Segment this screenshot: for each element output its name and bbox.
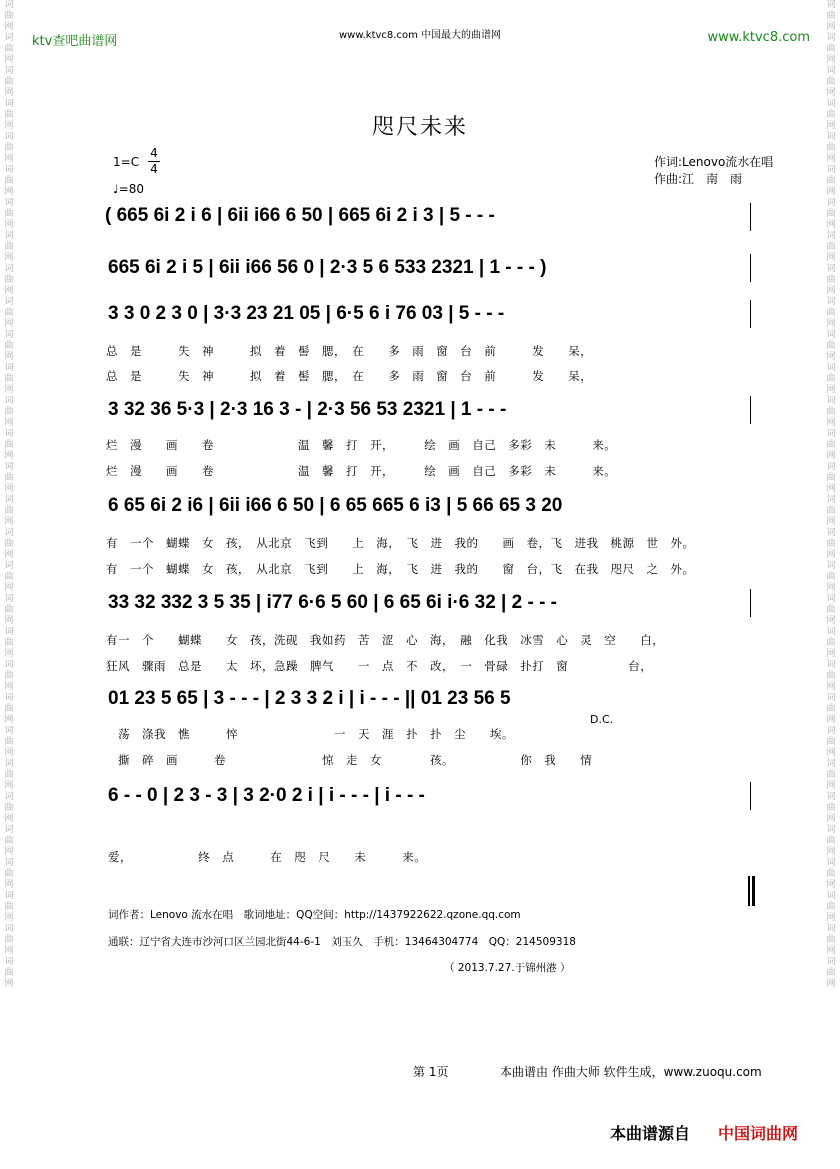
- dc-mark: D.C.: [590, 713, 614, 726]
- watermark-char: 词: [826, 528, 836, 538]
- watermark-char: 曲: [4, 11, 14, 21]
- watermark-char: 曲: [4, 506, 14, 516]
- lyric-line: 有一 个 蝴蝶 女 孩，洗砚 我如药 苦 涩 心 海， 融 化我 冰雪 心 灵 空 白，: [106, 633, 665, 647]
- watermark-char: 网: [826, 220, 836, 230]
- generator-credit[interactable]: 本曲谱由 作曲大师 软件生成，www.zuoqu.com: [500, 1065, 762, 1079]
- watermark-char: 词: [4, 528, 14, 538]
- notation-row-4: 3 32 36 5·3 | 2·3 16 3 - | 2·3 56 53 2321 | 1 - - -: [108, 399, 507, 420]
- watermark-char: 曲: [826, 836, 836, 846]
- watermark-char: 网: [826, 22, 836, 32]
- notation-row-2: 665 6i 2 i 5 | 6ii i66 56 0 | 2·3 5 6 533 2321 | 1 - - - ): [108, 257, 547, 278]
- watermark-char: 曲: [4, 704, 14, 714]
- watermark-char: 词: [4, 198, 14, 208]
- watermark-char: 曲: [4, 110, 14, 120]
- watermark-char: 曲: [826, 209, 836, 219]
- watermark-char: 曲: [826, 77, 836, 87]
- watermark-char: 曲: [4, 473, 14, 483]
- source-label: 本曲谱源自: [610, 1124, 691, 1143]
- watermark-char: 网: [4, 781, 14, 791]
- watermark-char: 曲: [4, 374, 14, 384]
- watermark-char: 词: [4, 759, 14, 769]
- watermark-char: 曲: [4, 44, 14, 54]
- watermark-char: 曲: [826, 803, 836, 813]
- barline: [750, 589, 751, 617]
- watermark-char: 网: [826, 517, 836, 527]
- watermark-char: 曲: [4, 407, 14, 417]
- watermark-char: 词: [826, 495, 836, 505]
- watermark-char: 曲: [826, 671, 836, 681]
- watermark-char: 词: [4, 165, 14, 175]
- watermark-char: 词: [826, 66, 836, 76]
- watermark-char: 曲: [826, 506, 836, 516]
- watermark-char: 网: [4, 121, 14, 131]
- watermark-char: 曲: [4, 836, 14, 846]
- contact-info: 通联：辽宁省大连市沙河口区兰园北街44-6-1 刘玉久 手机：13464304774 QQ：214509318: [108, 936, 576, 948]
- watermark-char: 曲: [826, 770, 836, 780]
- watermark-char: 曲: [826, 539, 836, 549]
- watermark-char: 网: [4, 22, 14, 32]
- watermark-char: 曲: [826, 902, 836, 912]
- watermark-char: 网: [826, 418, 836, 428]
- watermark-char: 网: [826, 748, 836, 758]
- watermark-char: 词: [826, 165, 836, 175]
- final-barline-thick: [752, 876, 755, 906]
- watermark-char: 网: [826, 253, 836, 263]
- watermark-char: 词: [4, 330, 14, 340]
- watermark-char: 曲: [826, 935, 836, 945]
- watermark-char: 曲: [4, 572, 14, 582]
- watermark-char: 网: [826, 847, 836, 857]
- watermark-char: 词: [826, 759, 836, 769]
- lyric-line: 烂 漫 画 卷 温 馨 打 开， 绘 画 自己 多彩 未 来。: [106, 464, 617, 478]
- watermark-char: 曲: [4, 176, 14, 186]
- watermark-char: 词: [4, 297, 14, 307]
- watermark-char: 网: [4, 253, 14, 263]
- watermark-char: 词: [4, 825, 14, 835]
- watermark-char: 网: [4, 583, 14, 593]
- watermark-char: 网: [4, 946, 14, 956]
- watermark-char: 网: [4, 517, 14, 527]
- watermark-char: 网: [826, 484, 836, 494]
- watermark-char: 曲: [4, 671, 14, 681]
- watermark-char: 词: [4, 693, 14, 703]
- watermark-char: 词: [826, 627, 836, 637]
- watermark-char: 曲: [826, 968, 836, 978]
- watermark-char: 网: [4, 187, 14, 197]
- watermark-char: 网: [826, 154, 836, 164]
- watermark-char: 网: [826, 88, 836, 98]
- watermark-char: 曲: [4, 308, 14, 318]
- lyric-line: 总 是 失 神 拟 着 髻 腮， 在 多 雨 窗 台 前 发 呆，: [106, 369, 593, 383]
- watermark-char: 网: [4, 154, 14, 164]
- time-signature-numerator: 4: [150, 146, 158, 160]
- watermark-char: 网: [826, 913, 836, 923]
- notation-row-5: 6 65 6i 2 i6 | 6ii i66 6 50 | 6 65 665 6 i3 | 5 66 65 3 20: [108, 495, 563, 516]
- watermark-char: 网: [4, 385, 14, 395]
- watermark-char: 词: [4, 396, 14, 406]
- watermark-char: 网: [826, 550, 836, 560]
- barline: [750, 396, 751, 424]
- watermark-char: 词: [4, 957, 14, 967]
- watermark-char: 词: [826, 693, 836, 703]
- watermark-char: 曲: [4, 143, 14, 153]
- watermark-char: 曲: [4, 737, 14, 747]
- watermark-char: 曲: [826, 308, 836, 318]
- watermark-char: 网: [4, 814, 14, 824]
- time-signature-denominator: 4: [148, 161, 160, 177]
- watermark-char: 网: [4, 88, 14, 98]
- watermark-char: 词: [4, 0, 14, 10]
- lyric-line: 烂 漫 画 卷 温 馨 打 开， 绘 画 自己 多彩 未 来。: [106, 438, 617, 452]
- watermark-char: 词: [826, 594, 836, 604]
- watermark-char: 曲: [826, 572, 836, 582]
- barline: [750, 300, 751, 328]
- watermark-char: 词: [4, 495, 14, 505]
- watermark-char: 词: [826, 462, 836, 472]
- notation-row-6: 33 32 332 3 5 35 | i77 6·6 5 60 | 6 65 6i i·6 32 | 2 - - -: [108, 592, 558, 613]
- watermark-char: 网: [4, 418, 14, 428]
- watermark-char: 词: [4, 858, 14, 868]
- watermark-char: 网: [4, 616, 14, 626]
- watermark-char: 网: [826, 451, 836, 461]
- watermark-char: 词: [826, 33, 836, 43]
- watermark-char: 词: [4, 66, 14, 76]
- watermark-char: 词: [4, 924, 14, 934]
- watermark-char: 词: [826, 726, 836, 736]
- watermark-char: 曲: [4, 935, 14, 945]
- header-site-center: www.ktvc8.com 中国最大的曲谱网: [338, 30, 501, 41]
- watermark-char: 词: [4, 561, 14, 571]
- watermark-char: 词: [826, 957, 836, 967]
- watermark-char: 曲: [4, 605, 14, 615]
- watermark-char: 曲: [4, 77, 14, 87]
- notation-row-7: 01 23 5 65 | 3 - - - | 2 3 3 2 i | i - - - || 01 23 56 5: [108, 688, 511, 709]
- watermark-char: 网: [826, 352, 836, 362]
- watermark-char: 曲: [826, 869, 836, 879]
- watermark-char: 网: [4, 286, 14, 296]
- watermark-char: 词: [826, 363, 836, 373]
- watermark-char: 词: [826, 792, 836, 802]
- lyric-line: 有 一个 蝴蝶 女 孩， 从北京 飞到 上 海， 飞 进 我的 画 卷，飞 进我 桃源 世 外。: [106, 536, 695, 550]
- watermark-char: 曲: [826, 737, 836, 747]
- final-barline: [748, 876, 750, 906]
- barline: [750, 254, 751, 282]
- watermark-char: 词: [4, 726, 14, 736]
- watermark-char: 词: [4, 462, 14, 472]
- watermark-char: 词: [826, 264, 836, 274]
- watermark-char: 曲: [4, 275, 14, 285]
- watermark-char: 词: [4, 363, 14, 373]
- watermark-char: 网: [4, 748, 14, 758]
- watermark-char: 曲: [826, 242, 836, 252]
- watermark-char: 词: [826, 561, 836, 571]
- watermark-char: 网: [826, 649, 836, 659]
- author-credit: 词作者：Lenovo 流水在唱 歌词地址：QQ空间：http://1437922622.qzone.qq.com: [108, 909, 521, 921]
- watermark-char: 网: [826, 682, 836, 692]
- watermark-char: 曲: [826, 473, 836, 483]
- watermark-char: 网: [4, 979, 14, 989]
- watermark-char: 词: [4, 594, 14, 604]
- watermark-char: 网: [4, 847, 14, 857]
- watermark-char: 网: [826, 814, 836, 824]
- watermark-char: 词: [4, 429, 14, 439]
- watermark-char: 词: [826, 825, 836, 835]
- watermark-char: 曲: [826, 275, 836, 285]
- song-title: 咫尺未来: [371, 115, 468, 140]
- watermark-char: 曲: [826, 176, 836, 186]
- watermark-char: 网: [826, 781, 836, 791]
- watermark-char: 词: [826, 660, 836, 670]
- key-signature: 1=C: [113, 155, 140, 169]
- watermark-char: 网: [4, 451, 14, 461]
- watermark-char: 网: [4, 649, 14, 659]
- watermark-char: 词: [4, 792, 14, 802]
- watermark-char: 曲: [4, 869, 14, 879]
- watermark-char: 曲: [826, 440, 836, 450]
- notation-row-3: 3 3 0 2 3 0 | 3·3 23 21 05 | 6·5 6 i 76 03 | 5 - - -: [108, 303, 505, 324]
- watermark-char: 曲: [826, 704, 836, 714]
- watermark-char: 词: [826, 429, 836, 439]
- watermark-char: 词: [4, 231, 14, 241]
- watermark-char: 词: [4, 33, 14, 43]
- watermark-char: 网: [826, 880, 836, 890]
- watermark-char: 网: [826, 946, 836, 956]
- watermark-char: 词: [826, 198, 836, 208]
- watermark-char: 网: [4, 715, 14, 725]
- lyric-line: 荡 涤我 憔 悴 一 天 涯 扑 扑 尘 埃。: [118, 727, 514, 741]
- source-site-link[interactable]: 中国词曲网: [718, 1124, 799, 1143]
- watermark-char: 词: [826, 231, 836, 241]
- header-site-left[interactable]: ktv查吧曲谱网: [32, 34, 118, 49]
- lyric-line: 有 一个 蝴蝶 女 孩， 从北京 飞到 上 海， 飞 进 我的 窗 台，飞 在我 咫尺 之 外。: [106, 562, 695, 576]
- watermark-char: 曲: [826, 341, 836, 351]
- watermark-char: 网: [4, 55, 14, 65]
- watermark-char: 曲: [4, 638, 14, 648]
- watermark-char: 词: [826, 396, 836, 406]
- watermark-char: 曲: [4, 770, 14, 780]
- lyric-line: 总 是 失 神 拟 着 髻 腮， 在 多 雨 窗 台 前 发 呆，: [106, 344, 593, 358]
- watermark-char: 曲: [826, 638, 836, 648]
- watermark-char: 曲: [4, 803, 14, 813]
- lyric-line: 狂风 骤雨 总是 太 坏，急躁 脾气 一 点 不 改， 一 骨碌 扑打 窗 台，: [106, 659, 653, 673]
- composer: 作曲:江 南 雨: [654, 172, 743, 186]
- watermark-char: 网: [826, 385, 836, 395]
- watermark-char: 词: [4, 132, 14, 142]
- barline: [750, 782, 751, 810]
- notation-row-1: ( 665 6i 2 i 6 | 6ii i66 6 50 | 665 6i 2 i 3 | 5 - - -: [105, 205, 495, 226]
- time-signature: [148, 146, 160, 177]
- page-number: 第 1页: [413, 1065, 449, 1079]
- lyric-line: 爱， 终 点 在 咫 尺 未 来。: [108, 850, 427, 864]
- watermark-char: 曲: [826, 605, 836, 615]
- tempo: ♩=80: [113, 182, 144, 196]
- watermark-char: 词: [826, 924, 836, 934]
- watermark-char: 词: [826, 132, 836, 142]
- watermark-char: 曲: [826, 407, 836, 417]
- watermark-char: 曲: [4, 902, 14, 912]
- watermark-char: 曲: [4, 242, 14, 252]
- notation-row-8: 6 - - 0 | 2 3 - 3 | 3 2·0 2 i | i - - - | i - - -: [108, 785, 425, 806]
- watermark-char: 词: [4, 660, 14, 670]
- watermark-char: 网: [4, 484, 14, 494]
- watermark-char: 网: [826, 319, 836, 329]
- right-watermark: [824, 0, 838, 1169]
- barline: [750, 203, 751, 231]
- watermark-char: 曲: [826, 143, 836, 153]
- watermark-char: 曲: [826, 44, 836, 54]
- watermark-char: 词: [826, 99, 836, 109]
- watermark-char: 网: [826, 286, 836, 296]
- watermark-char: 网: [4, 220, 14, 230]
- watermark-char: 词: [4, 264, 14, 274]
- watermark-char: 网: [4, 880, 14, 890]
- watermark-char: 词: [826, 0, 836, 10]
- watermark-char: 词: [826, 297, 836, 307]
- watermark-char: 词: [4, 891, 14, 901]
- watermark-char: 曲: [4, 440, 14, 450]
- watermark-char: 词: [826, 891, 836, 901]
- watermark-char: 词: [4, 99, 14, 109]
- watermark-char: 网: [4, 319, 14, 329]
- watermark-char: 曲: [826, 374, 836, 384]
- watermark-char: 曲: [826, 11, 836, 21]
- watermark-char: 网: [4, 682, 14, 692]
- watermark-char: 词: [826, 330, 836, 340]
- watermark-char: 网: [4, 550, 14, 560]
- watermark-char: 网: [826, 121, 836, 131]
- watermark-char: 网: [826, 187, 836, 197]
- watermark-char: 网: [826, 715, 836, 725]
- watermark-char: 曲: [4, 341, 14, 351]
- watermark-char: 曲: [4, 209, 14, 219]
- watermark-char: 网: [826, 583, 836, 593]
- watermark-char: 网: [4, 913, 14, 923]
- watermark-char: 词: [4, 627, 14, 637]
- watermark-char: 网: [4, 352, 14, 362]
- lyricist: 作词:Lenovo流水在唱: [654, 155, 774, 169]
- watermark-char: 曲: [4, 968, 14, 978]
- watermark-char: 网: [826, 616, 836, 626]
- lyric-line: 撕 碎 画 卷 惊 走 女 孩。 你 我 情: [118, 753, 593, 767]
- watermark-char: 曲: [4, 539, 14, 549]
- watermark-char: 曲: [826, 110, 836, 120]
- watermark-char: 词: [826, 858, 836, 868]
- header-site-right[interactable]: www.ktvc8.com: [707, 30, 810, 45]
- watermark-char: 网: [826, 979, 836, 989]
- date-note: （ 2013.7.27.于锦州港 ）: [444, 962, 571, 974]
- watermark-char: 网: [826, 55, 836, 65]
- left-watermark: [2, 0, 16, 1169]
